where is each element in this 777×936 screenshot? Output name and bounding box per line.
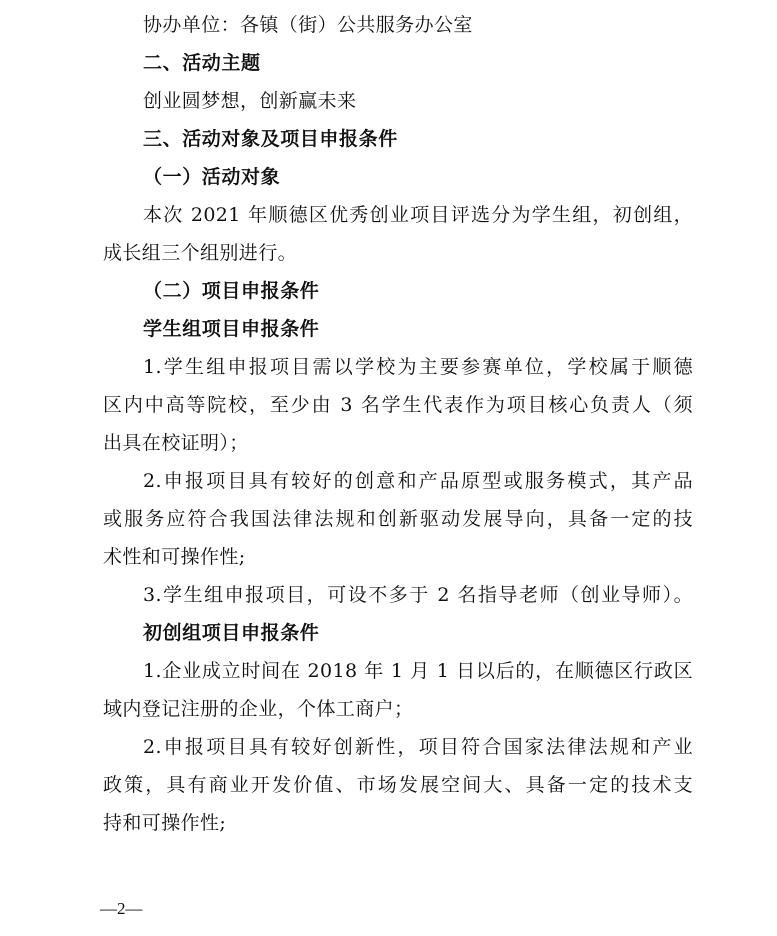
subheading-targets: （一）活动对象: [143, 166, 281, 188]
paragraph-line: 出具在校证明）；: [103, 432, 249, 454]
section-heading-theme: 二、活动主题: [143, 52, 261, 74]
paragraph-line: 域内登记注册的企业，个体工商户；: [103, 698, 414, 720]
subheading-conditions: （二）项目申报条件: [143, 280, 320, 302]
paragraph-line: 1.企业成立时间在 2018 年 1 月 1 日以后的，在顺德区行政区: [143, 660, 693, 682]
paragraph-line: 2.申报项目具有较好的创意和产品原型或服务模式，其产品: [143, 470, 693, 492]
paragraph-line: 3.学生组申报项目，可设不多于 2 名指导老师（创业导师）。: [143, 584, 693, 606]
paragraph-line: 成长组三个组别进行。: [103, 242, 298, 264]
co-organizer-line: 协办单位：各镇（街）公共服务办公室: [143, 14, 473, 36]
paragraph-line: 或服务应符合我国法律法规和创新驱动发展导向，具备一定的技: [103, 508, 693, 530]
group-heading-student: 学生组项目申报条件: [143, 318, 320, 340]
paragraph-line: 区内中高等院校，至少由 3 名学生代表作为项目核心负责人（须: [103, 394, 693, 416]
paragraph-line: 1.学生组申报项目需以学校为主要参赛单位，学校属于顺德: [143, 356, 693, 378]
theme-text: 创业圆梦想，创新赢未来: [143, 90, 357, 112]
section-heading-targets: 三、活动对象及项目申报条件: [143, 128, 398, 150]
paragraph-line: 本次 2021 年顺德区优秀创业项目评选分为学生组，初创组，: [143, 204, 693, 226]
page-number: —2—: [100, 899, 143, 918]
paragraph-line: 2.申报项目具有较好创新性，项目符合国家法律法规和产业: [143, 736, 693, 758]
group-heading-startup: 初创组项目申报条件: [143, 622, 320, 644]
paragraph-line: 政策，具有商业开发价值、市场发展空间大、具备一定的技术支: [103, 774, 693, 796]
paragraph-line: 术性和可操作性;: [103, 546, 246, 568]
paragraph-line: 持和可操作性;: [103, 812, 227, 834]
